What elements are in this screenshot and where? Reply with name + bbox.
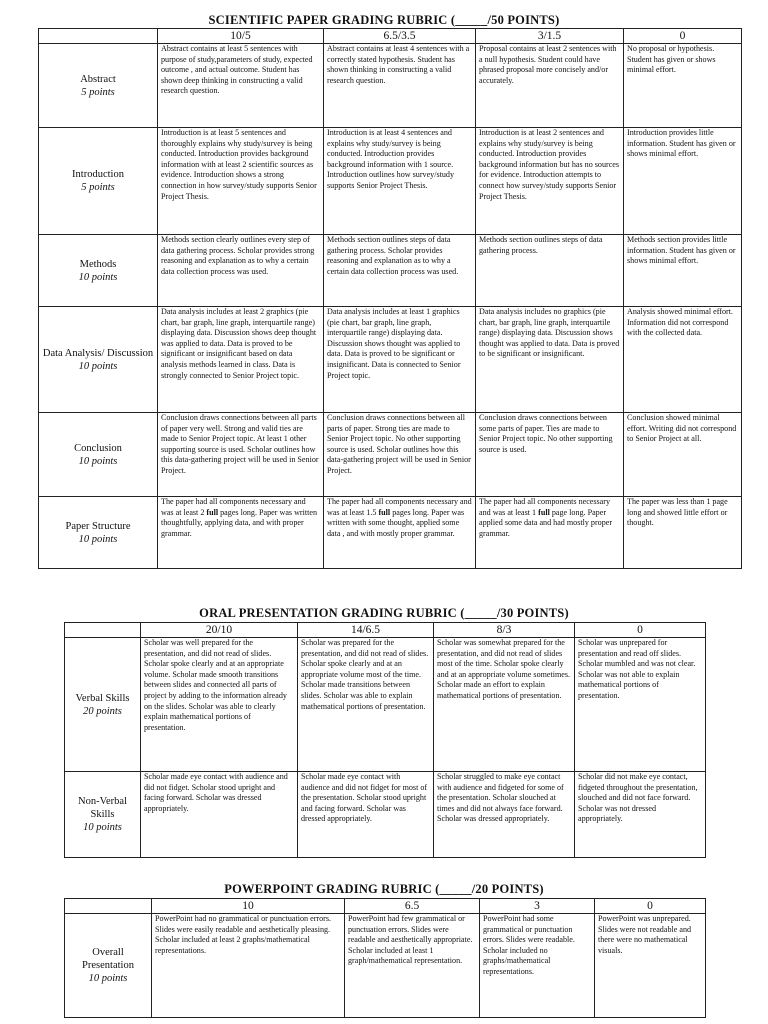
header-cell: 20/10 xyxy=(141,623,298,638)
criterion-points: 10 points xyxy=(78,455,118,467)
oral-rubric-table xyxy=(64,622,706,858)
table-row xyxy=(65,638,706,772)
rubric-cell xyxy=(624,307,742,413)
rubric-cell xyxy=(158,413,324,497)
criterion-name: Abstract xyxy=(80,73,116,85)
rubric-cell xyxy=(324,307,476,413)
header-cell: 3/1.5 xyxy=(476,29,624,44)
header-cell: 0 xyxy=(624,29,742,44)
cell-text: Conclusion showed minimal effort. Writing did not correspond to Senior Project at all. xyxy=(627,413,737,444)
rubric-cell xyxy=(158,235,324,307)
criterion-points: 10 points xyxy=(78,360,118,372)
powerpoint-header-row xyxy=(65,899,706,914)
cell-text: Analysis showed minimal effort. Information did not correspond with the collected data. xyxy=(627,307,733,338)
cell-text: Conclusion draws connections between all parts of paper. Strong ties are made to Senior Project topic. No other supporting source is used. Scholar outlines how this data-gathering project will be used in Senior Project. xyxy=(327,413,471,475)
cell-text: The paper had all components necessary and was at least 2 full pages long. Paper was written thoughtfully, applying data, and with proper grammar. xyxy=(161,497,318,538)
criterion-cell xyxy=(39,307,158,413)
header-cell: 3 xyxy=(480,899,595,914)
criterion-cell xyxy=(39,128,158,235)
cell-text: PowerPoint was unprepared. Slides were not readable and there were no mathematical visuals. xyxy=(598,914,692,955)
cell-text: Scholar was prepared for the presentation, and did not read of slides. Scholar spoke clearly and at an appropriate volume most of the time. Scholar made transitions between slides. Scholar was able to explain mathematical portions of presentation. xyxy=(301,638,429,711)
rubric-cell xyxy=(324,413,476,497)
powerpoint-rubric-title: POWERPOINT GRADING RUBRIC (_____/20 POINTS) xyxy=(224,882,544,896)
cell-text: Methods section outlines steps of data gathering process. Scholar provides reasoning and explanation as to why a certain data collection process was used. xyxy=(327,235,459,276)
rubric-cell xyxy=(324,497,476,569)
cell-text: PowerPoint had few grammatical or punctuation errors. Slides were readable and aesthetically appropriate. Scholar included at least 1 graph/mathematical representation. xyxy=(348,914,473,966)
criterion-points: 10 points xyxy=(78,271,118,283)
rubric-cell xyxy=(158,307,324,413)
rubric-cell xyxy=(624,235,742,307)
criterion-name: Conclusion xyxy=(74,442,122,454)
cell-text: No proposal or hypothesis. Student has given or shows minimal effort. xyxy=(627,44,716,75)
criterion-name: Verbal Skills xyxy=(75,692,130,704)
rubric-cell xyxy=(152,914,345,1018)
cell-text: Introduction is at least 5 sentences and thoroughly explains why study/survey is being conducted. Introduction provides background information with at least 2 scientific sources as evidence. Introduction shows a strong connection in how survey/study supports Senior Project Thesis. xyxy=(161,128,317,201)
criterion-cell xyxy=(39,413,158,497)
header-cell xyxy=(39,29,158,44)
criterion-cell xyxy=(39,44,158,128)
cell-text: Proposal contains at least 2 sentences with a null hypothesis. Student could have phrased proposal more concisely and/or accurately. xyxy=(479,44,617,85)
cell-text: Scholar struggled to make eye contact with audience and fidgeted for some of the presentation. Scholar slouched at times and did not always face forward. Scholar was dressed appropriately. xyxy=(437,772,564,824)
header-cell: 10/5 xyxy=(158,29,324,44)
table-row xyxy=(65,772,706,858)
cell-text: Introduction is at least 4 sentences and explains why study/survey is being conducted. Introduction provides background information with 1 source. Introduction outlines how survey/study supports Senior Project Thesis. xyxy=(327,128,455,190)
criterion-name: Introduction xyxy=(72,169,124,180)
cell-text: The paper had all components necessary and was at least 1 full page long. Paper applied some data and had mostly proper grammar. xyxy=(479,497,613,538)
criterion-cell xyxy=(65,914,152,1018)
cell-text: Data analysis includes no graphics (pie chart, bar graph, line graph, interquartile range) displaying data. Discussion shows thought was applied to data. Data is proved to be significant or insignificant. xyxy=(479,307,620,359)
scientific-rubric-table xyxy=(38,28,742,569)
cell-text: Methods section provides little information. Student has given or shows minimal effort. xyxy=(627,235,736,266)
cell-text: Introduction is at least 2 sentences and explains why study/survey is being conducted. Introduction provides background information but has no sources for evidence. Introduction attempts to connect how survey/study supports Senior Project Thesis. xyxy=(479,128,620,201)
header-cell: 0 xyxy=(595,899,706,914)
rubric-cell xyxy=(476,307,624,413)
criterion-points: 10 points xyxy=(78,533,118,545)
rubric-cell xyxy=(434,772,575,858)
cell-text: Scholar made eye contact with audience and did not fidget. Scholar stood upright and facing forward. Scholar was dressed appropriately. xyxy=(144,772,288,813)
rubric-cell xyxy=(141,638,298,772)
cell-text: The paper was less than 1 page long and showed little effort or thought. xyxy=(627,497,728,528)
cell-text: Scholar did not make eye contact, fidgeted throughout the presentation, slouched and did not face forward. Scholar was not dressed appropriately. xyxy=(578,772,698,824)
criterion-points: 10 points xyxy=(88,973,128,984)
rubric-cell xyxy=(324,235,476,307)
rubric-cell xyxy=(595,914,706,1018)
scientific-rubric-title: SCIENTIFIC PAPER GRADING RUBRIC (_____/50 POINTS) xyxy=(208,13,560,27)
rubric-cell xyxy=(324,44,476,128)
table-row xyxy=(39,307,742,413)
criterion-points: 10 points xyxy=(83,822,122,833)
criterion-cell xyxy=(65,772,141,858)
rubric-cell xyxy=(476,44,624,128)
header-cell: 0 xyxy=(575,623,706,638)
cell-text: Methods section clearly outlines every step of data gathering process. Scholar provides strong reasoning and explanation as to why a certain data collection process was used. xyxy=(161,235,315,276)
header-cell: 6.5/3.5 xyxy=(324,29,476,44)
header-cell: 8/3 xyxy=(434,623,575,638)
cell-text: Methods section outlines steps of data gathering process. xyxy=(479,235,603,255)
header-cell: 6.5 xyxy=(345,899,480,914)
cell-text: Scholar made eye contact with audience and did not fidget for most of the presentation. Scholar stood upright and facing forward. Scholar was dressed appropriately. xyxy=(301,772,428,824)
cell-text: PowerPoint had no grammatical or punctuation errors. Slides were easily readable and aesthetically pleasing. Scholar included at least 2 graphs/mathematical representations. xyxy=(155,914,331,955)
oral-header-row xyxy=(65,623,706,638)
criterion-cell xyxy=(65,638,141,772)
rubric-cell xyxy=(345,914,480,1018)
rubric-cell xyxy=(624,413,742,497)
rubric-cell xyxy=(158,44,324,128)
table-row xyxy=(65,914,706,1018)
table-row xyxy=(39,128,742,235)
rubric-cell xyxy=(480,914,595,1018)
criterion-name: Data Analysis/ Discussion xyxy=(42,347,154,359)
cell-text: The paper had all components necessary and was at least 1.5 full pages long. Paper was written with some thought, applied some data , and with mostly proper grammar. xyxy=(327,497,472,538)
criterion-points: 20 points xyxy=(83,705,122,717)
rubric-cell xyxy=(434,638,575,772)
cell-text: Conclusion draws connections between some parts of paper. Ties are made to Senior Project topic. No other supporting source is used. xyxy=(479,413,613,454)
cell-text: Data analysis includes at least 1 graphics (pie chart, bar graph, line graph, interquartile range) displaying data. Discussion shows thought was applied to data. Data is proved to be significant or insignificant. Data is connected to Senior Project topic. xyxy=(327,307,461,380)
rubric-cell xyxy=(141,772,298,858)
oral-rubric-title: ORAL PRESENTATION GRADING RUBRIC (_____/30 POINTS) xyxy=(199,606,569,620)
rubric-cell xyxy=(476,497,624,569)
criterion-points: 5 points xyxy=(81,86,115,98)
cell-text: Scholar was somewhat prepared for the presentation, and did not read of slides most of the time. Scholar spoke clearly and at an appropriate volume sometimes. Scholar made an effort to explain mathematical portions of presentation. xyxy=(437,638,571,700)
powerpoint-rubric-table xyxy=(64,898,706,1018)
table-row xyxy=(39,235,742,307)
header-cell xyxy=(65,899,152,914)
table-row xyxy=(39,413,742,497)
criterion-name: Paper Structure xyxy=(65,520,131,532)
criterion-name: Overall Presentation xyxy=(82,947,134,971)
criterion-name: Methods xyxy=(79,258,117,270)
rubric-cell xyxy=(158,128,324,235)
header-cell xyxy=(65,623,141,638)
criterion-cell xyxy=(39,235,158,307)
rubric-cell xyxy=(575,772,706,858)
criterion-name: Non-Verbal Skills xyxy=(78,796,127,820)
rubric-cell xyxy=(476,413,624,497)
header-cell: 14/6.5 xyxy=(298,623,434,638)
table-row xyxy=(39,44,742,128)
rubric-cell xyxy=(324,128,476,235)
rubric-cell xyxy=(158,497,324,569)
cell-text: Abstract contains at least 5 sentences with purpose of study,parameters of study, expected outcome , and actual outcome. Student has shown deep thinking in constructing a valid research question. xyxy=(161,44,313,96)
rubric-cell xyxy=(476,235,624,307)
rubric-cell xyxy=(624,497,742,569)
table-row xyxy=(39,497,742,569)
cell-text: PowerPoint had some grammatical or punctuation errors. Slides were readable. Scholar included no graphs/mathematical representations. xyxy=(483,914,575,976)
rubric-cell xyxy=(298,638,434,772)
cell-text: Conclusion draws connections between all parts of paper very well. Strong and valid ties are made to Senior Project topic. At least 1 other supporting source is used. Scholar outlines how this data-gathering project will be used in Senior Project. xyxy=(161,413,319,475)
criterion-points: 5 points xyxy=(81,182,115,193)
scientific-header-row xyxy=(39,29,742,44)
cell-text: Abstract contains at least 4 sentences with a correctly stated hypothesis. Student has shown thinking in constructing a valid research question. xyxy=(327,44,470,85)
rubric-cell xyxy=(298,772,434,858)
cell-text: Scholar was well prepared for the presentation, and did not read of slides. Scholar spoke clearly and at an appropriate volume. Scholar made smooth transitions between slides and connected all parts of project by adding to the information already on the slides. Scholar was able to clearly explain mathematical portions of presentation. xyxy=(144,638,287,732)
rubric-cell xyxy=(624,44,742,128)
cell-text: Data analysis includes at least 2 graphics (pie chart, bar graph, line graph, interquartile range) displaying data. Discussion shows deep thought was applied to data. Data is proved to be significant or insignificant based on data analysis methods learned in class. Data is strongly connected to Senior Project topic. xyxy=(161,307,317,380)
cell-text: Introduction provides little information. Student has given or shows minimal effort. xyxy=(627,128,736,159)
cell-text: Scholar was unprepared for presentation and read off slides. Scholar mumbled and was not clear. Scholar was not able to explain mathematical portions of presentation. xyxy=(578,638,696,700)
rubric-cell xyxy=(575,638,706,772)
criterion-cell xyxy=(39,497,158,569)
rubric-cell xyxy=(624,128,742,235)
header-cell: 10 xyxy=(152,899,345,914)
rubric-cell xyxy=(476,128,624,235)
